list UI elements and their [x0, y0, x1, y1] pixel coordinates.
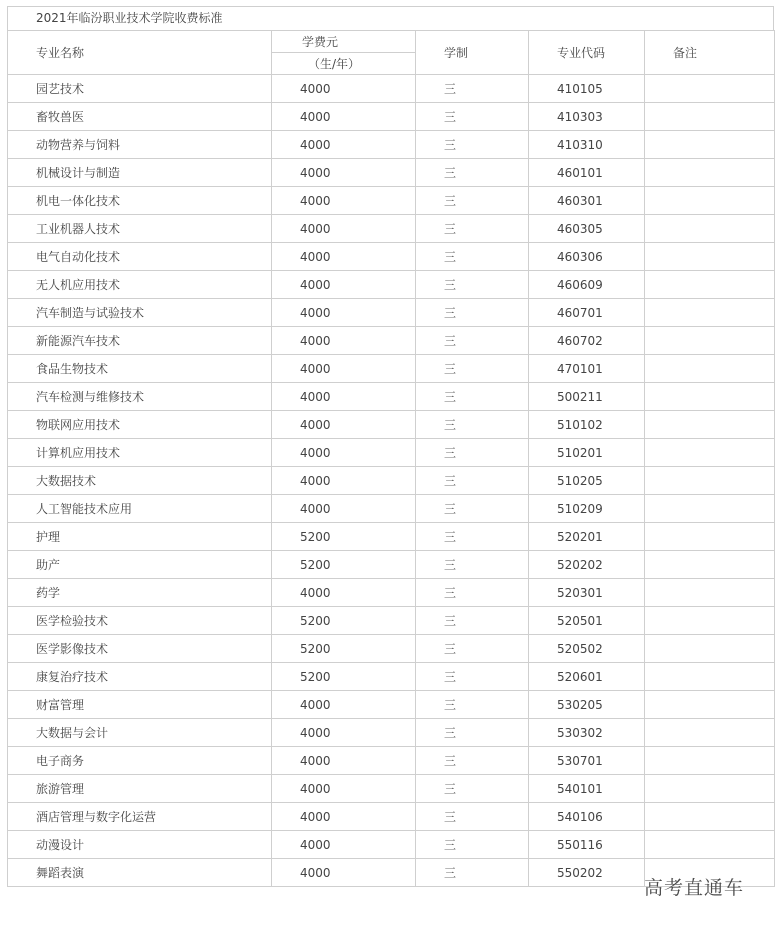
- table-row: [8, 551, 775, 579]
- table-row: [8, 663, 775, 691]
- major-cell: 人工智能技术应用: [8, 495, 272, 523]
- table-row: [8, 383, 775, 411]
- fee-cell: 4000: [272, 467, 416, 495]
- fee-cell: 4000: [272, 803, 416, 831]
- fee-cell: 4000: [272, 299, 416, 327]
- note-cell: [645, 299, 775, 327]
- years-cell: 三: [416, 355, 529, 383]
- header-major: 专业名称: [8, 31, 272, 75]
- fee-cell: 4000: [272, 243, 416, 271]
- note-cell: [645, 747, 775, 775]
- years-cell: 三: [416, 859, 529, 887]
- code-cell: 550116: [529, 831, 645, 859]
- code-cell: 410303: [529, 103, 645, 131]
- major-cell: 新能源汽车技术: [8, 327, 272, 355]
- note-cell: [645, 327, 775, 355]
- watermark-text: 高考直通车: [644, 877, 745, 899]
- code-cell: 470101: [529, 355, 645, 383]
- code-cell: 520502: [529, 635, 645, 663]
- major-cell: 大数据与会计: [8, 719, 272, 747]
- table-row: [8, 131, 775, 159]
- code-cell: 460306: [529, 243, 645, 271]
- fee-cell: 4000: [272, 691, 416, 719]
- fee-cell: 4000: [272, 859, 416, 887]
- table-row: [8, 355, 775, 383]
- code-cell: 540101: [529, 775, 645, 803]
- note-cell: [645, 663, 775, 691]
- code-cell: 460305: [529, 215, 645, 243]
- code-cell: 500211: [529, 383, 645, 411]
- fee-cell: 4000: [272, 495, 416, 523]
- table-row: [8, 75, 775, 103]
- code-cell: 550202: [529, 859, 645, 887]
- fee-cell: 4000: [272, 719, 416, 747]
- note-cell: [645, 607, 775, 635]
- note-cell: [645, 383, 775, 411]
- years-cell: 三: [416, 327, 529, 355]
- note-cell: [645, 159, 775, 187]
- note-cell: [645, 831, 775, 859]
- table-caption: 2021年临汾职业技术学院收费标准: [7, 6, 774, 30]
- note-cell: [645, 691, 775, 719]
- years-cell: 三: [416, 579, 529, 607]
- major-cell: 食品生物技术: [8, 355, 272, 383]
- years-cell: 三: [416, 75, 529, 103]
- years-cell: 三: [416, 803, 529, 831]
- fee-cell: 4000: [272, 383, 416, 411]
- note-cell: [645, 439, 775, 467]
- header-years: 学制: [416, 31, 529, 75]
- years-cell: 三: [416, 383, 529, 411]
- years-cell: 三: [416, 747, 529, 775]
- note-cell: [645, 775, 775, 803]
- fee-cell: 4000: [272, 579, 416, 607]
- major-cell: 机电一体化技术: [8, 187, 272, 215]
- fee-cell: 4000: [272, 411, 416, 439]
- major-cell: 药学: [8, 579, 272, 607]
- fee-standard-table-wrapper: [7, 6, 774, 887]
- note-cell: [645, 243, 775, 271]
- table-row: [8, 215, 775, 243]
- header-row-top: [8, 31, 775, 53]
- major-cell: 医学影像技术: [8, 635, 272, 663]
- major-cell: 电子商务: [8, 747, 272, 775]
- major-cell: 舞蹈表演: [8, 859, 272, 887]
- major-cell: 畜牧兽医: [8, 103, 272, 131]
- fee-cell: 4000: [272, 747, 416, 775]
- fee-cell: 4000: [272, 831, 416, 859]
- note-cell: [645, 75, 775, 103]
- years-cell: 三: [416, 635, 529, 663]
- fee-cell: 4000: [272, 131, 416, 159]
- note-cell: [645, 103, 775, 131]
- fee-cell: 4000: [272, 187, 416, 215]
- major-cell: 无人机应用技术: [8, 271, 272, 299]
- major-cell: 汽车检测与维修技术: [8, 383, 272, 411]
- years-cell: 三: [416, 299, 529, 327]
- years-cell: 三: [416, 243, 529, 271]
- table-row: [8, 327, 775, 355]
- code-cell: 410105: [529, 75, 645, 103]
- code-cell: 510201: [529, 439, 645, 467]
- note-cell: [645, 355, 775, 383]
- years-cell: 三: [416, 523, 529, 551]
- table-row: [8, 103, 775, 131]
- fee-cell: 4000: [272, 75, 416, 103]
- fee-cell: 4000: [272, 327, 416, 355]
- major-cell: 医学检验技术: [8, 607, 272, 635]
- code-cell: 510102: [529, 411, 645, 439]
- code-cell: 460609: [529, 271, 645, 299]
- fee-cell: 4000: [272, 439, 416, 467]
- table-row: [8, 271, 775, 299]
- header-code: 专业代码: [529, 31, 645, 75]
- years-cell: 三: [416, 551, 529, 579]
- major-cell: 助产: [8, 551, 272, 579]
- years-cell: 三: [416, 187, 529, 215]
- table-row: [8, 579, 775, 607]
- years-cell: 三: [416, 215, 529, 243]
- fee-cell: 4000: [272, 215, 416, 243]
- note-cell: [645, 467, 775, 495]
- major-cell: 园艺技术: [8, 75, 272, 103]
- fee-cell: 5200: [272, 523, 416, 551]
- table-row: [8, 691, 775, 719]
- table-row: [8, 159, 775, 187]
- major-cell: 大数据技术: [8, 467, 272, 495]
- note-cell: [645, 719, 775, 747]
- code-cell: 460101: [529, 159, 645, 187]
- table-row: [8, 439, 775, 467]
- major-cell: 物联网应用技术: [8, 411, 272, 439]
- major-cell: 工业机器人技术: [8, 215, 272, 243]
- note-cell: [645, 131, 775, 159]
- major-cell: 酒店管理与数字化运营: [8, 803, 272, 831]
- note-cell: [645, 271, 775, 299]
- years-cell: 三: [416, 439, 529, 467]
- code-cell: 460702: [529, 327, 645, 355]
- years-cell: 三: [416, 411, 529, 439]
- years-cell: 三: [416, 719, 529, 747]
- years-cell: 三: [416, 691, 529, 719]
- table-row: [8, 467, 775, 495]
- fee-cell: 5200: [272, 551, 416, 579]
- table-row: [8, 831, 775, 859]
- major-cell: 财富管理: [8, 691, 272, 719]
- table-row: [8, 635, 775, 663]
- fee-cell: 4000: [272, 103, 416, 131]
- table-row: [8, 747, 775, 775]
- code-cell: 540106: [529, 803, 645, 831]
- years-cell: 三: [416, 775, 529, 803]
- fee-cell: 5200: [272, 663, 416, 691]
- code-cell: 520601: [529, 663, 645, 691]
- years-cell: 三: [416, 831, 529, 859]
- major-cell: 康复治疗技术: [8, 663, 272, 691]
- note-cell: [645, 495, 775, 523]
- years-cell: 三: [416, 131, 529, 159]
- major-cell: 动漫设计: [8, 831, 272, 859]
- table-row: [8, 411, 775, 439]
- years-cell: 三: [416, 467, 529, 495]
- major-cell: 计算机应用技术: [8, 439, 272, 467]
- major-cell: 机械设计与制造: [8, 159, 272, 187]
- years-cell: 三: [416, 495, 529, 523]
- code-cell: 520301: [529, 579, 645, 607]
- table-row: [8, 243, 775, 271]
- table-row: [8, 187, 775, 215]
- code-cell: 460301: [529, 187, 645, 215]
- fee-cell: 4000: [272, 271, 416, 299]
- table-row: [8, 719, 775, 747]
- fee-cell: 4000: [272, 775, 416, 803]
- note-cell: [645, 635, 775, 663]
- table-row: [8, 803, 775, 831]
- code-cell: 520202: [529, 551, 645, 579]
- major-cell: 电气自动化技术: [8, 243, 272, 271]
- note-cell: [645, 187, 775, 215]
- table-row: [8, 523, 775, 551]
- fee-cell: 4000: [272, 355, 416, 383]
- note-cell: [645, 551, 775, 579]
- code-cell: 520501: [529, 607, 645, 635]
- table-row: [8, 607, 775, 635]
- years-cell: 三: [416, 159, 529, 187]
- table-row: [8, 495, 775, 523]
- fee-standard-table: [7, 30, 775, 887]
- code-cell: 530302: [529, 719, 645, 747]
- major-cell: 护理: [8, 523, 272, 551]
- code-cell: 530205: [529, 691, 645, 719]
- years-cell: 三: [416, 271, 529, 299]
- years-cell: 三: [416, 103, 529, 131]
- code-cell: 530701: [529, 747, 645, 775]
- header-fee-bottom: （生/年）: [272, 53, 416, 75]
- code-cell: 520201: [529, 523, 645, 551]
- code-cell: 510205: [529, 467, 645, 495]
- note-cell: [645, 579, 775, 607]
- years-cell: 三: [416, 663, 529, 691]
- header-fee-top: 学费元: [272, 31, 416, 53]
- table-row: [8, 775, 775, 803]
- code-cell: 410310: [529, 131, 645, 159]
- major-cell: 旅游管理: [8, 775, 272, 803]
- note-cell: [645, 215, 775, 243]
- major-cell: 动物营养与饲料: [8, 131, 272, 159]
- note-cell: [645, 523, 775, 551]
- header-note: 备注: [645, 31, 775, 75]
- years-cell: 三: [416, 607, 529, 635]
- fee-cell: 5200: [272, 607, 416, 635]
- code-cell: 460701: [529, 299, 645, 327]
- code-cell: 510209: [529, 495, 645, 523]
- fee-cell: 4000: [272, 159, 416, 187]
- note-cell: [645, 411, 775, 439]
- fee-cell: 5200: [272, 635, 416, 663]
- note-cell: [645, 803, 775, 831]
- table-row: [8, 299, 775, 327]
- major-cell: 汽车制造与试验技术: [8, 299, 272, 327]
